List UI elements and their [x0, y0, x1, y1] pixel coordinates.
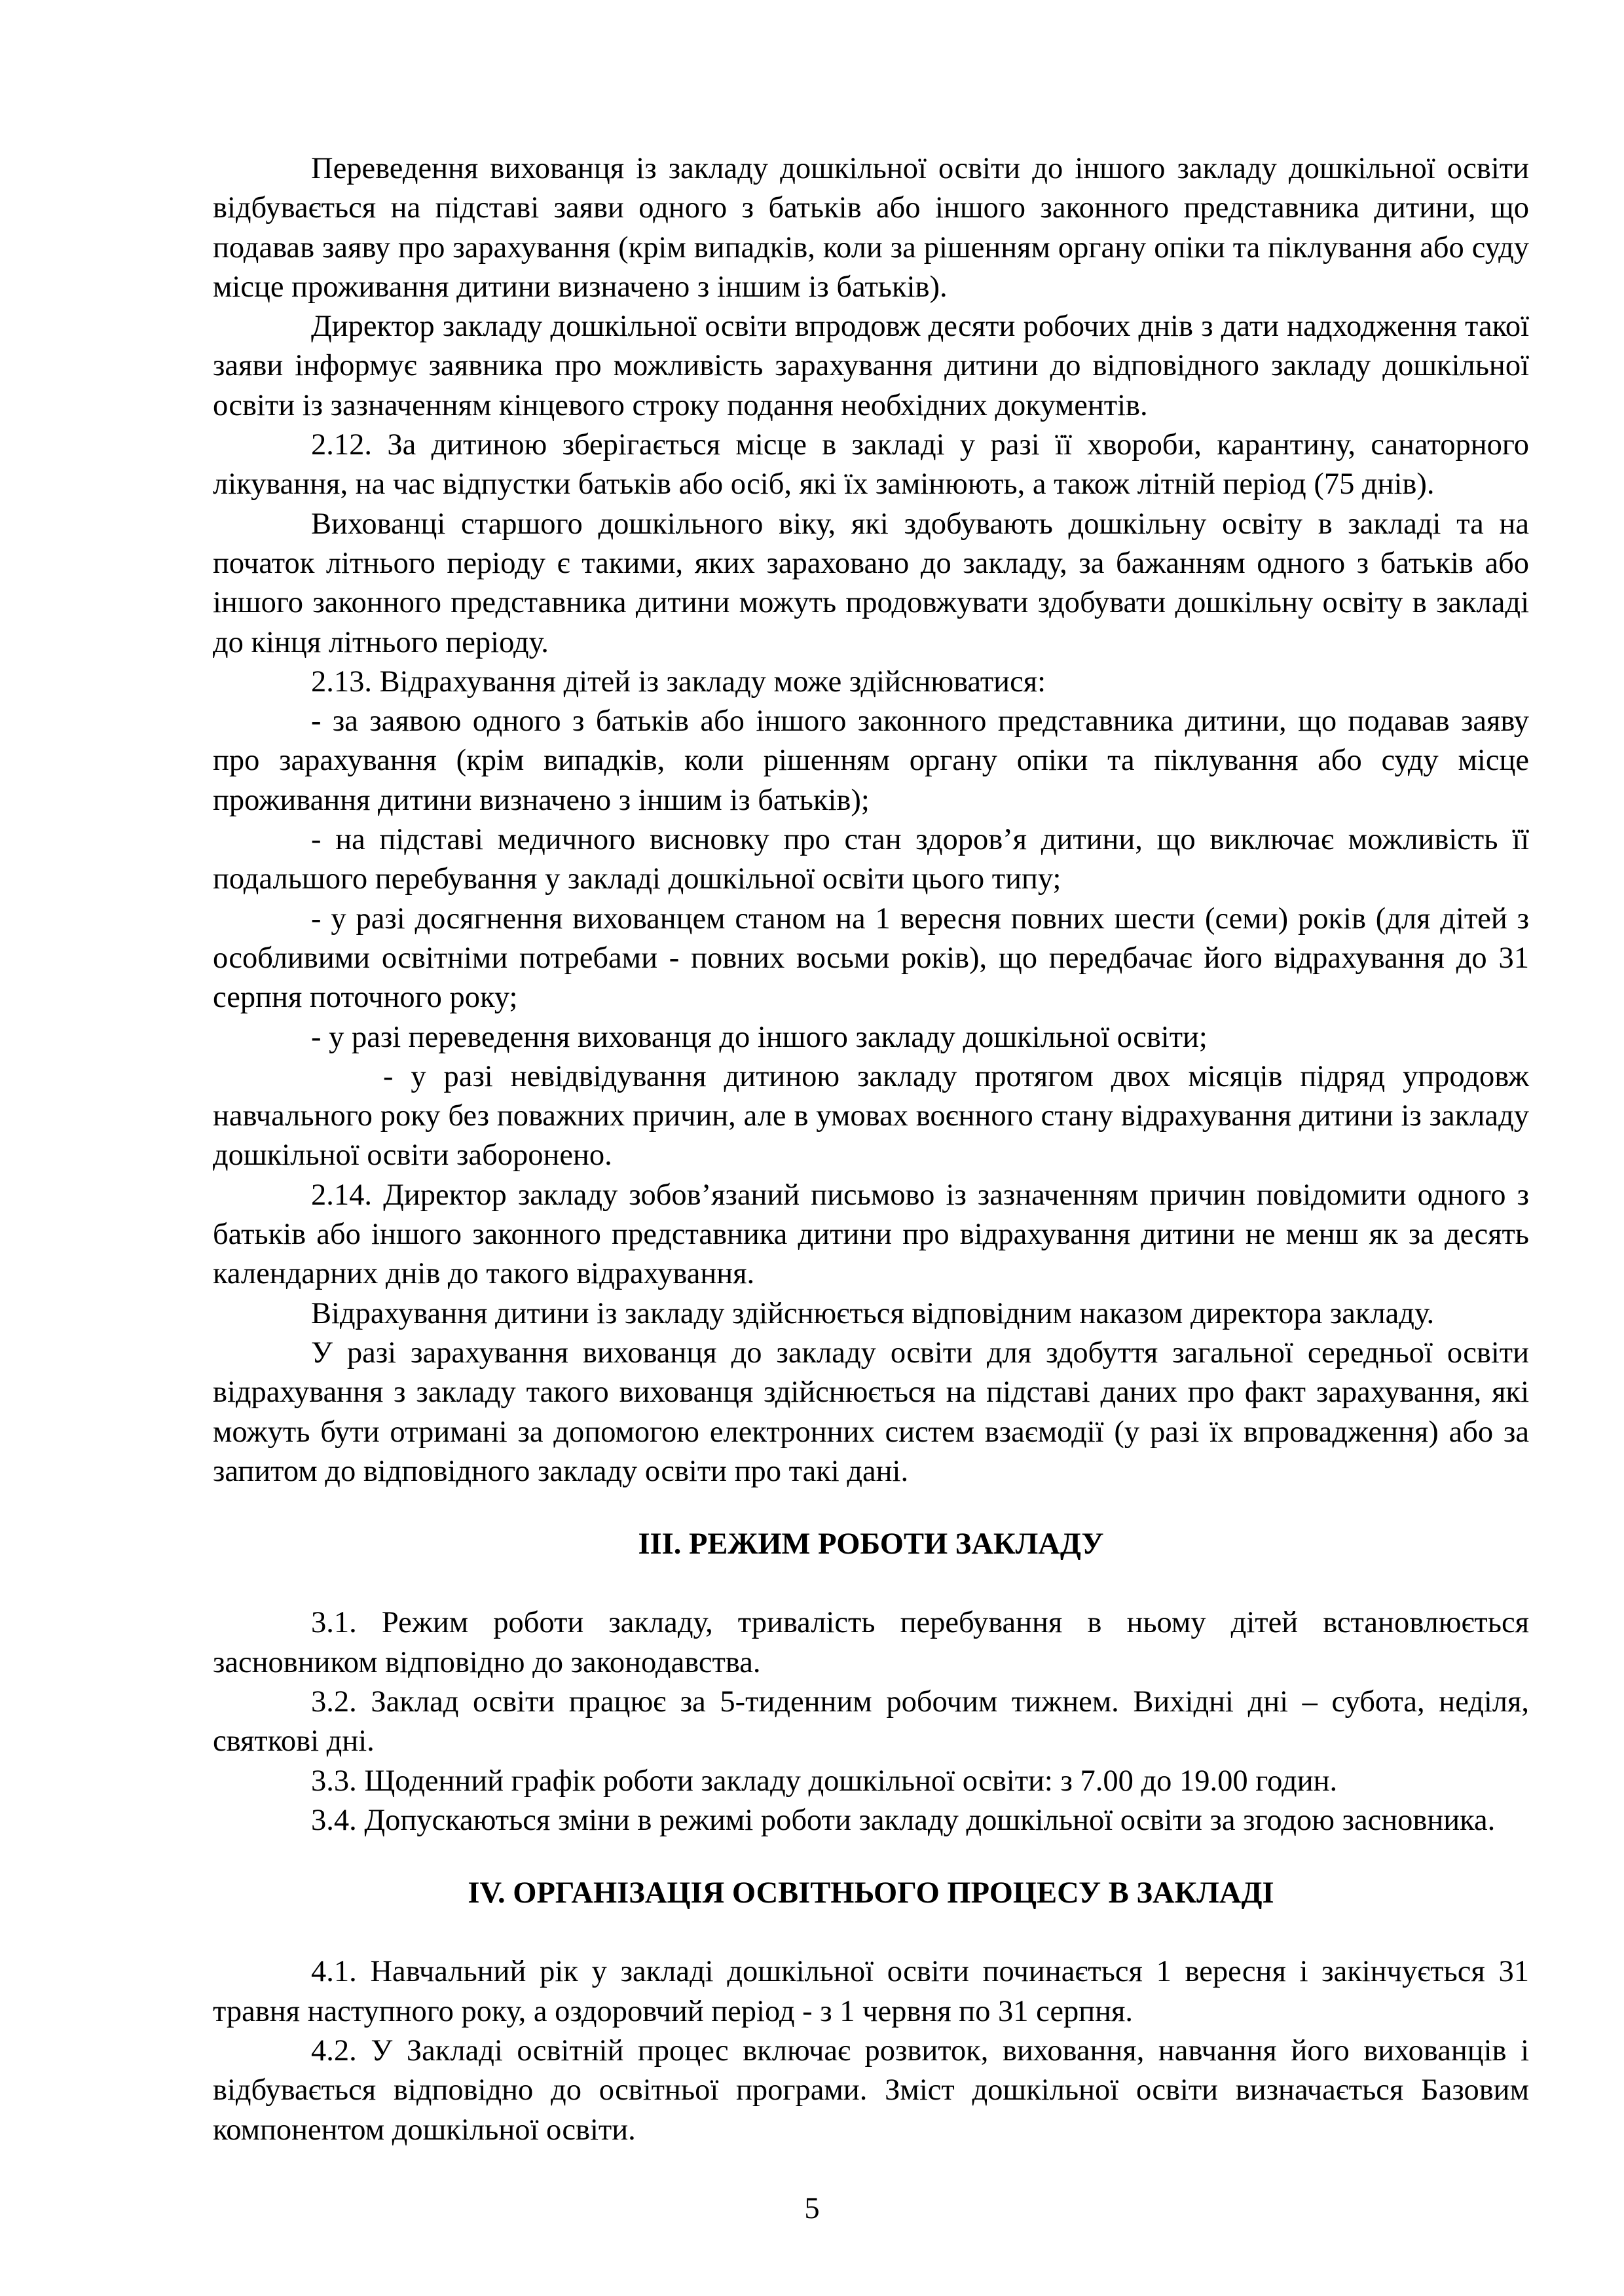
spacer — [213, 1491, 1529, 1525]
list-item-transfer: - у разі переведення вихованця до іншого закладу дошкільної освіти; — [311, 1020, 1208, 1054]
document-body — [213, 149, 1529, 2150]
paragraph-2-14: 2.14. Директор закладу зобов’язаний письмово із зазначенням причин повідомити одного з батьків або іншого законного представника дитини про відрахування дитини не менш як за десять календарних днів до такого відрахування. — [213, 1178, 1529, 1291]
paragraph-4-1: 4.1. Навчальний рік у закладі дошкільної освіти починається 1 вересня і закінчується 31 травня наступного року, а оздоровчий період - з 1 червня по 31 серпня. — [213, 1955, 1529, 2028]
spacer — [213, 1564, 1529, 1603]
paragraph-secondary-enrollment: У разі зарахування вихованця до закладу освіти для здобуття загальної середньої освіти відрахування з закладу такого вихованця здійснюється на підставі даних про факт зарахування, які можуть бути отримані за допомогою електронних систем взаємодії (у разі їх впровадження) або за запитом до відповідного закладу освіти про такі дані. — [213, 1336, 1529, 1488]
page-number: 5 — [804, 2192, 820, 2225]
paragraph-3-4: 3.4. Допускаються зміни в режимі роботи закладу дошкільної освіти за згодою засновника. — [311, 1803, 1496, 1837]
paragraph-expulsion-order: Відрахування дитини із закладу здійснюється відповідним наказом директора закладу. — [311, 1296, 1435, 1330]
spacer — [213, 1840, 1529, 1874]
list-item-parent-request: - за заявою одного з батьків або іншого законного представника дитини, що подавав заяву про зарахування (крім випадків, коли рішенням органу опіки та піклування або суду місце проживання дитини визначено з іншим із батьків); — [213, 704, 1529, 817]
paragraph-transfer: Переведення вихованця із закладу дошкільної освіти до іншого закладу дошкільної освіти відбувається на підставі заяви одного з батьків або іншого законного представника дитини, що подавав заяву про зарахування (крім випадків, коли за рішенням органу опіки та піклування або суду місце проживання дитини визначено з іншим із батьків). — [213, 152, 1529, 304]
paragraph-2-13: 2.13. Відрахування дітей із закладу може здійснюватися: — [311, 665, 1046, 699]
section-3-heading: ІІІ. РЕЖИМ РОБОТИ ЗАКЛАДУ — [638, 1527, 1104, 1561]
paragraph-3-1: 3.1. Режим роботи закладу, тривалість перебування в ньому дітей встановлюється засновником відповідно до законодавства. — [213, 1606, 1529, 1679]
paragraph-director-notice: Директор закладу дошкільної освіти впродовж десяти робочих днів з дати надходження такої заяви інформує заявника про можливість зарахування дитини до відповідного закладу дошкільної освіти із зазначенням кінцевого строку подання необхідних документів. — [213, 310, 1529, 422]
paragraph-senior-pupils: Вихованці старшого дошкільного віку, які здобувають дошкільну освіту в закладі та на початок літнього періоду є такими, яких зараховано до закладу, за бажанням одного з батьків або іншого законного представника дитини можуть продовжувати здобувати дошкільну освіту в закладі до кінця літнього періоду. — [213, 507, 1529, 659]
paragraph-3-2: 3.2. Заклад освіти працює за 5-тиденним робочим тижнем. Вихідні дні – субота, неділя, святкові дні. — [213, 1685, 1529, 1758]
paragraph-2-12: 2.12. За дитиною зберігається місце в закладі у разі її хвороби, карантину, санаторного лікування, на час відпустки батьків або осіб, які їх замінюють, а також літній період (75 днів). — [213, 428, 1529, 501]
paragraph-3-3: 3.3. Щоденний графік роботи закладу дошкільної освіти: з 7.00 до 19.00 годин. — [311, 1764, 1338, 1798]
list-item-age-reached: - у разі досягнення вихованцем станом на 1 вересня повних шести (семи) років (для дітей з особливими освітніми потребами - повних восьми років), що передбачає його відрахування до 31 серпня поточного року; — [213, 902, 1529, 1015]
list-item-medical-conclusion: - на підставі медичного висновку про стан здоров’я дитини, що виключає можливість її подальшого перебування у закладі дошкільної освіти цього типу; — [213, 823, 1529, 896]
list-item-non-attendance: - у разі невідвідування дитиною закладу протягом двох місяців підряд упродовж навчального року без поважних причин, але в умовах воєнного стану відрахування дитини із закладу дошкільної освіти заборонено. — [213, 1059, 1529, 1173]
paragraph-4-2: 4.2. У Закладі освітній процес включає розвиток, виховання, навчання його вихованців і відбувається відповідно до освітньої програми. Зміст дошкільної освіти визначається Базовим компонентом дошкільної освіти. — [213, 2034, 1529, 2147]
section-4-heading: ІV. ОРГАНІЗАЦІЯ ОСВІТНЬОГО ПРОЦЕСУ В ЗАКЛАДІ — [468, 1876, 1274, 1910]
spacer — [213, 1913, 1529, 1952]
